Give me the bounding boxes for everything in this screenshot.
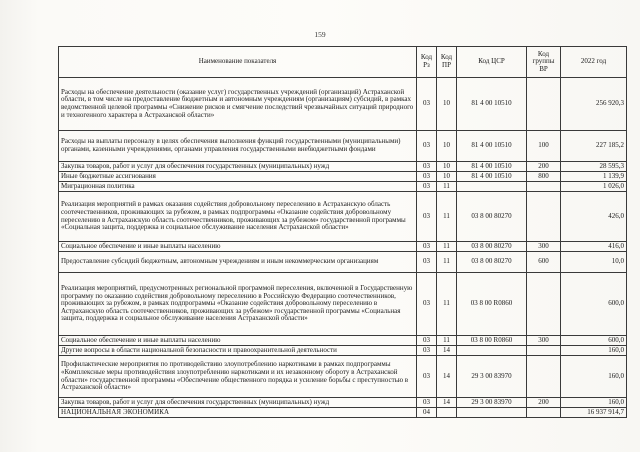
row-pr: 10 [437,131,457,162]
row-amount: 1 139,9 [561,172,627,182]
row-pr: 11 [437,273,457,336]
row-csr: 03 8 00 R0860 [457,336,527,346]
row-vr: 200 [527,398,561,408]
row-csr: 81 4 00 10510 [457,172,527,182]
row-name: Социальное обеспечение и иные выплаты населению [59,336,417,346]
row-vr [527,273,561,336]
row-amount: 16 937 914,7 [561,408,627,418]
row-amount: 600,0 [561,273,627,336]
row-rz: 03 [417,346,437,356]
row-name: Расходы на обеспечение деятельности (оказание услуг) государственных учреждений (организаций) Астраханской области, в том числе на предоставление бюджетным и автономным учреждениям (организациям) субсидий, в рамках ведомственной целевой программы «Снижение рисков и смягчение последствий чрезвычайных ситуаций природного и техногенного характера в Астраханской области» [59,78,417,131]
row-csr: 29 3 00 83970 [457,398,527,408]
table-row [59,172,627,182]
row-amount: 1 026,0 [561,182,627,192]
row-rz: 03 [417,252,437,273]
table-row [59,131,627,162]
row-csr: 03 8 00 80270 [457,242,527,252]
table-row [59,78,627,131]
row-pr: 10 [437,162,457,172]
row-vr [527,78,561,131]
row-rz: 03 [417,162,437,172]
row-csr: 03 8 00 R0860 [457,273,527,336]
row-pr [437,408,457,418]
header-name: Наименование показателя [59,47,417,78]
row-csr: 03 8 00 80270 [457,252,527,273]
row-csr: 03 8 00 80270 [457,192,527,242]
row-name: Закупка товаров, работ и услуг для обеспечения государственных (муниципальных) нужд [59,162,417,172]
row-rz: 04 [417,408,437,418]
table-row [59,182,627,192]
row-name: НАЦИОНАЛЬНАЯ ЭКОНОМИКА [59,408,417,418]
table-row [59,273,627,336]
row-rz: 03 [417,78,437,131]
row-pr: 11 [437,192,457,242]
row-csr: 81 4 00 10510 [457,162,527,172]
header-vr: Код группы ВР [527,47,561,78]
header-rz: Код Рз [417,47,437,78]
row-csr: 81 4 00 10510 [457,131,527,162]
page-number: 159 [314,30,326,39]
row-rz: 03 [417,336,437,346]
header-csr: Код ЦСР [457,47,527,78]
row-pr: 10 [437,78,457,131]
row-name: Расходы на выплаты персоналу в целях обеспечения выполнения функций государственными (муниципальными) органами, казенными учреждениями, органами управления государственными внебюджетными фондами [59,131,417,162]
row-amount: 416,0 [561,242,627,252]
table-row [59,356,627,398]
row-pr: 14 [437,356,457,398]
row-pr: 11 [437,336,457,346]
row-rz: 03 [417,356,437,398]
row-pr: 10 [437,172,457,182]
row-csr [457,346,527,356]
table-row [59,346,627,356]
row-rz: 03 [417,398,437,408]
row-csr [457,408,527,418]
table-row [59,398,627,408]
row-rz: 03 [417,182,437,192]
row-name: Другие вопросы в области национальной безопасности и правоохранительной деятельности [59,346,417,356]
row-amount: 600,0 [561,336,627,346]
row-amount: 160,0 [561,398,627,408]
row-amount: 160,0 [561,346,627,356]
row-vr: 600 [527,252,561,273]
row-csr [457,182,527,192]
row-name: Социальное обеспечение и иные выплаты населению [59,242,417,252]
row-rz: 03 [417,192,437,242]
row-pr: 11 [437,252,457,273]
row-pr: 11 [437,182,457,192]
row-rz: 03 [417,131,437,162]
table-row [59,336,627,346]
row-rz: 03 [417,273,437,336]
row-csr: 29 3 00 83970 [457,356,527,398]
row-amount: 160,0 [561,356,627,398]
table-row [59,408,627,418]
row-pr: 14 [437,346,457,356]
row-amount: 10,0 [561,252,627,273]
row-name: Предоставление субсидий бюджетным, автономным учреждениям и иным некоммерческим организациям [59,252,417,273]
row-amount: 227 185,2 [561,131,627,162]
row-rz: 03 [417,172,437,182]
table-row [59,252,627,273]
row-vr: 300 [527,336,561,346]
row-name: Иные бюджетные ассигнования [59,172,417,182]
row-name: Реализация мероприятий в рамках оказания содействия добровольному переселению в Астраханскую область соотечественников, проживающих за рубежом, в рамках подпрограммы «Оказание содействия добровольному переселению в Астраханскую область соотечественников, проживающих за рубежом» государственной программы «Социальная защита, поддержка и социальное обслуживание населения Астраханской области» [59,192,417,242]
row-vr: 300 [527,242,561,252]
row-amount: 28 595,3 [561,162,627,172]
row-csr: 81 4 00 10510 [457,78,527,131]
table-row [59,242,627,252]
row-vr: 100 [527,131,561,162]
row-amount: 426,0 [561,192,627,242]
row-vr [527,408,561,418]
row-pr: 11 [437,242,457,252]
header-year: 2022 год [561,47,627,78]
row-amount: 256 920,3 [561,78,627,131]
row-name: Профилактические мероприятия по противодействию злоупотреблению наркотиками в рамках подпрограммы «Комплексные меры противодействия злоупотреблению наркотиками и их незаконному обороту в Астраханской области» государственной программы «Обеспечение общественного порядка и усиление борьбы с преступностью в Астраханской области» [59,356,417,398]
table-header-row [59,47,627,78]
row-vr: 200 [527,162,561,172]
row-name: Миграционная политика [59,182,417,192]
row-vr [527,192,561,242]
table-row [59,162,627,172]
row-name: Реализация мероприятий, предусмотренных региональной программой переселения, включенной в Государственную программу по оказанию содействия добровольному переселению в Российскую Федерацию соотечественников, проживающих за рубежом, в рамках подпрограммы «Оказание содействия добровольному переселению в Астраханскую область соотечественников, проживающих за рубежом» государственной программы «Социальная защита, поддержка и социальное обслуживание населения Астраханской области» [59,273,417,336]
table-row [59,192,627,242]
row-rz: 03 [417,242,437,252]
header-pr: Код ПР [437,47,457,78]
budget-table [58,46,627,418]
row-vr: 800 [527,172,561,182]
row-vr [527,356,561,398]
row-pr: 14 [437,398,457,408]
row-vr [527,346,561,356]
row-name: Закупка товаров, работ и услуг для обеспечения государственных (муниципальных) нужд [59,398,417,408]
row-vr [527,182,561,192]
